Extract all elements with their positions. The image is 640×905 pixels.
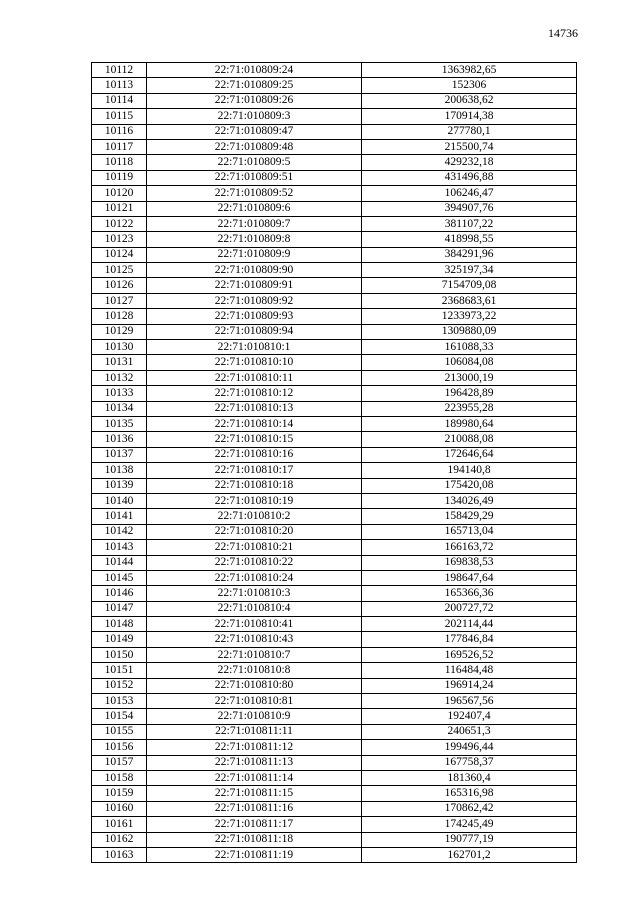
row-number-cell: 10114	[92, 93, 147, 108]
cadastral-value-cell: 394907,76	[362, 201, 577, 216]
table-row	[92, 78, 577, 93]
table-row	[92, 817, 577, 832]
cadastral-value-cell: 1363982,65	[362, 63, 577, 78]
row-number-cell: 10160	[92, 801, 147, 816]
row-number-cell: 10120	[92, 186, 147, 201]
table-row	[92, 109, 577, 124]
row-number-cell: 10115	[92, 109, 147, 124]
table-row	[92, 155, 577, 170]
cadastral-number-cell: 22:71:010811:15	[147, 786, 362, 801]
table-row	[92, 247, 577, 262]
row-number-cell: 10130	[92, 340, 147, 355]
cadastral-value-cell: 215500,74	[362, 139, 577, 154]
table-row	[92, 370, 577, 385]
cadastral-number-cell: 22:71:010810:9	[147, 709, 362, 724]
cadastral-value-cell: 165366,36	[362, 586, 577, 601]
cadastral-value-cell: 162701,2	[362, 847, 577, 862]
row-number-cell: 10119	[92, 170, 147, 185]
cadastral-value-cell: 381107,22	[362, 216, 577, 231]
cadastral-value-cell: 169838,53	[362, 555, 577, 570]
cadastral-number-cell: 22:71:010810:4	[147, 601, 362, 616]
cadastral-value-cell: 165713,04	[362, 524, 577, 539]
row-number-cell: 10129	[92, 324, 147, 339]
cadastral-number-cell: 22:71:010809:48	[147, 139, 362, 154]
table-row	[92, 478, 577, 493]
row-number-cell: 10132	[92, 370, 147, 385]
cadastral-number-cell: 22:71:010811:17	[147, 817, 362, 832]
cadastral-value-cell: 429232,18	[362, 155, 577, 170]
row-number-cell: 10146	[92, 586, 147, 601]
table-row	[92, 201, 577, 216]
cadastral-value-cell: 152306	[362, 78, 577, 93]
table-row	[92, 293, 577, 308]
table-row	[92, 432, 577, 447]
cadastral-value-cell: 167758,37	[362, 755, 577, 770]
row-number-cell: 10113	[92, 78, 147, 93]
row-number-cell: 10139	[92, 478, 147, 493]
row-number-cell: 10156	[92, 740, 147, 755]
cadastral-value-cell: 169526,52	[362, 647, 577, 662]
row-number-cell: 10149	[92, 632, 147, 647]
row-number-cell: 10140	[92, 493, 147, 508]
row-number-cell: 10143	[92, 540, 147, 555]
row-number-cell: 10116	[92, 124, 147, 139]
row-number-cell: 10148	[92, 617, 147, 632]
cadastral-number-cell: 22:71:010810:21	[147, 540, 362, 555]
row-number-cell: 10125	[92, 263, 147, 278]
table-row	[92, 447, 577, 462]
cadastral-value-cell: 7154709,08	[362, 278, 577, 293]
row-number-cell: 10152	[92, 678, 147, 693]
cadastral-value-cell: 277780,1	[362, 124, 577, 139]
cadastral-value-cell: 2368683,61	[362, 293, 577, 308]
table-row	[92, 186, 577, 201]
cadastral-value-cell: 196914,24	[362, 678, 577, 693]
table-row	[92, 216, 577, 231]
cadastral-number-cell: 22:71:010809:93	[147, 309, 362, 324]
cadastral-number-cell: 22:71:010810:17	[147, 463, 362, 478]
cadastral-value-cell: 189980,64	[362, 416, 577, 431]
row-number-cell: 10158	[92, 770, 147, 785]
cadastral-number-cell: 22:71:010809:24	[147, 63, 362, 78]
row-number-cell: 10142	[92, 524, 147, 539]
table-row	[92, 263, 577, 278]
cadastral-number-cell: 22:71:010809:25	[147, 78, 362, 93]
cadastral-number-cell: 22:71:010811:12	[147, 740, 362, 755]
cadastral-number-cell: 22:71:010811:19	[147, 847, 362, 862]
table-row	[92, 586, 577, 601]
cadastral-number-cell: 22:71:010810:12	[147, 386, 362, 401]
cadastral-value-cell: 161088,33	[362, 340, 577, 355]
table-row	[92, 724, 577, 739]
row-number-cell: 10127	[92, 293, 147, 308]
cadastral-number-cell: 22:71:010809:90	[147, 263, 362, 278]
row-number-cell: 10134	[92, 401, 147, 416]
row-number-cell: 10147	[92, 601, 147, 616]
row-number-cell: 10122	[92, 216, 147, 231]
row-number-cell: 10136	[92, 432, 147, 447]
row-number-cell: 10133	[92, 386, 147, 401]
table-row	[92, 63, 577, 78]
row-number-cell: 10157	[92, 755, 147, 770]
cadastral-value-cell: 223955,28	[362, 401, 577, 416]
cadastral-number-cell: 22:71:010810:81	[147, 694, 362, 709]
table-row	[92, 847, 577, 862]
cadastral-value-cell: 210088,08	[362, 432, 577, 447]
cadastral-number-cell: 22:71:010809:52	[147, 186, 362, 201]
cadastral-value-cell: 134026,49	[362, 493, 577, 508]
table-row	[92, 555, 577, 570]
cadastral-number-cell: 22:71:010809:3	[147, 109, 362, 124]
cadastral-number-cell: 22:71:010811:14	[147, 770, 362, 785]
table-row	[92, 493, 577, 508]
table-row	[92, 601, 577, 616]
table-row	[92, 416, 577, 431]
table-row	[92, 786, 577, 801]
table-row	[92, 617, 577, 632]
table-row	[92, 324, 577, 339]
cadastral-value-cell: 175420,08	[362, 478, 577, 493]
cadastral-number-cell: 22:71:010809:5	[147, 155, 362, 170]
row-number-cell: 10131	[92, 355, 147, 370]
cadastral-number-cell: 22:71:010810:13	[147, 401, 362, 416]
cadastral-value-cell: 172646,64	[362, 447, 577, 462]
cadastral-value-cell: 181360,4	[362, 770, 577, 785]
table-row	[92, 694, 577, 709]
cadastral-number-cell: 22:71:010810:18	[147, 478, 362, 493]
cadastral-value-table	[91, 62, 577, 863]
cadastral-value-cell: 384291,96	[362, 247, 577, 262]
row-number-cell: 10153	[92, 694, 147, 709]
table-row	[92, 740, 577, 755]
cadastral-number-cell: 22:71:010810:20	[147, 524, 362, 539]
table-row	[92, 570, 577, 585]
table-row	[92, 678, 577, 693]
cadastral-number-cell: 22:71:010810:3	[147, 586, 362, 601]
cadastral-number-cell: 22:71:010810:10	[147, 355, 362, 370]
row-number-cell: 10121	[92, 201, 147, 216]
row-number-cell: 10135	[92, 416, 147, 431]
table-row	[92, 755, 577, 770]
row-number-cell: 10161	[92, 817, 147, 832]
cadastral-number-cell: 22:71:010809:91	[147, 278, 362, 293]
table-row	[92, 663, 577, 678]
cadastral-number-cell: 22:71:010811:18	[147, 832, 362, 847]
row-number-cell: 10155	[92, 724, 147, 739]
cadastral-number-cell: 22:71:010810:2	[147, 509, 362, 524]
table-row	[92, 647, 577, 662]
table-row	[92, 540, 577, 555]
table-row	[92, 801, 577, 816]
row-number-cell: 10144	[92, 555, 147, 570]
cadastral-value-cell: 116484,48	[362, 663, 577, 678]
cadastral-number-cell: 22:71:010810:22	[147, 555, 362, 570]
cadastral-value-cell: 200638,62	[362, 93, 577, 108]
cadastral-number-cell: 22:71:010810:41	[147, 617, 362, 632]
cadastral-number-cell: 22:71:010810:7	[147, 647, 362, 662]
table-row	[92, 401, 577, 416]
cadastral-number-cell: 22:71:010811:16	[147, 801, 362, 816]
row-number-cell: 10150	[92, 647, 147, 662]
cadastral-number-cell: 22:71:010809:51	[147, 170, 362, 185]
cadastral-value-cell: 1233973,22	[362, 309, 577, 324]
cadastral-value-cell: 325197,34	[362, 263, 577, 278]
row-number-cell: 10112	[92, 63, 147, 78]
cadastral-value-cell: 196428,89	[362, 386, 577, 401]
table-row	[92, 309, 577, 324]
cadastral-number-cell: 22:71:010810:11	[147, 370, 362, 385]
cadastral-number-cell: 22:71:010810:80	[147, 678, 362, 693]
row-number-cell: 10159	[92, 786, 147, 801]
cadastral-value-cell: 106084,08	[362, 355, 577, 370]
table-row	[92, 386, 577, 401]
table-body	[92, 63, 577, 863]
cadastral-number-cell: 22:71:010811:11	[147, 724, 362, 739]
cadastral-value-cell: 213000,19	[362, 370, 577, 385]
row-number-cell: 10117	[92, 139, 147, 154]
cadastral-number-cell: 22:71:010809:7	[147, 216, 362, 231]
cadastral-value-cell: 106246,47	[362, 186, 577, 201]
cadastral-value-cell: 196567,56	[362, 694, 577, 709]
cadastral-number-cell: 22:71:010809:26	[147, 93, 362, 108]
row-number-cell: 10151	[92, 663, 147, 678]
row-number-cell: 10154	[92, 709, 147, 724]
row-number-cell: 10126	[92, 278, 147, 293]
cadastral-number-cell: 22:71:010810:1	[147, 340, 362, 355]
cadastral-number-cell: 22:71:010810:16	[147, 447, 362, 462]
cadastral-value-cell: 177846,84	[362, 632, 577, 647]
row-number-cell: 10145	[92, 570, 147, 585]
row-number-cell: 10128	[92, 309, 147, 324]
table-row	[92, 278, 577, 293]
cadastral-number-cell: 22:71:010810:19	[147, 493, 362, 508]
cadastral-number-cell: 22:71:010809:6	[147, 201, 362, 216]
cadastral-number-cell: 22:71:010809:8	[147, 232, 362, 247]
cadastral-number-cell: 22:71:010809:47	[147, 124, 362, 139]
cadastral-number-cell: 22:71:010810:14	[147, 416, 362, 431]
cadastral-value-cell: 170862,42	[362, 801, 577, 816]
cadastral-number-cell: 22:71:010810:43	[147, 632, 362, 647]
table-row	[92, 832, 577, 847]
table-row	[92, 463, 577, 478]
table-row	[92, 124, 577, 139]
cadastral-value-cell: 194140,8	[362, 463, 577, 478]
table-row	[92, 232, 577, 247]
row-number-cell: 10123	[92, 232, 147, 247]
cadastral-number-cell: 22:71:010809:92	[147, 293, 362, 308]
page-number: 14736	[548, 26, 578, 40]
cadastral-value-cell: 158429,29	[362, 509, 577, 524]
cadastral-number-cell: 22:71:010809:9	[147, 247, 362, 262]
row-number-cell: 10141	[92, 509, 147, 524]
cadastral-value-cell: 1309880,09	[362, 324, 577, 339]
row-number-cell: 10118	[92, 155, 147, 170]
cadastral-number-cell: 22:71:010809:94	[147, 324, 362, 339]
table-row	[92, 709, 577, 724]
cadastral-value-cell: 200727,72	[362, 601, 577, 616]
table-row	[92, 632, 577, 647]
row-number-cell: 10124	[92, 247, 147, 262]
cadastral-value-cell: 199496,44	[362, 740, 577, 755]
row-number-cell: 10162	[92, 832, 147, 847]
row-number-cell: 10138	[92, 463, 147, 478]
row-number-cell: 10137	[92, 447, 147, 462]
cadastral-value-cell: 198647,64	[362, 570, 577, 585]
cadastral-value-cell: 170914,38	[362, 109, 577, 124]
cadastral-value-cell: 174245,49	[362, 817, 577, 832]
cadastral-value-cell: 202114,44	[362, 617, 577, 632]
cadastral-number-cell: 22:71:010810:24	[147, 570, 362, 585]
table-row	[92, 509, 577, 524]
table-row	[92, 770, 577, 785]
cadastral-number-cell: 22:71:010811:13	[147, 755, 362, 770]
table-row	[92, 524, 577, 539]
cadastral-value-cell: 165316,98	[362, 786, 577, 801]
table-row	[92, 355, 577, 370]
cadastral-value-cell: 431496,88	[362, 170, 577, 185]
table-row	[92, 93, 577, 108]
cadastral-number-cell: 22:71:010810:15	[147, 432, 362, 447]
table-row	[92, 139, 577, 154]
table-row	[92, 170, 577, 185]
cadastral-value-cell: 192407,4	[362, 709, 577, 724]
table-row	[92, 340, 577, 355]
cadastral-value-cell: 240651,3	[362, 724, 577, 739]
cadastral-value-cell: 190777,19	[362, 832, 577, 847]
cadastral-value-cell: 166163,72	[362, 540, 577, 555]
cadastral-value-cell: 418998,55	[362, 232, 577, 247]
cadastral-number-cell: 22:71:010810:8	[147, 663, 362, 678]
row-number-cell: 10163	[92, 847, 147, 862]
